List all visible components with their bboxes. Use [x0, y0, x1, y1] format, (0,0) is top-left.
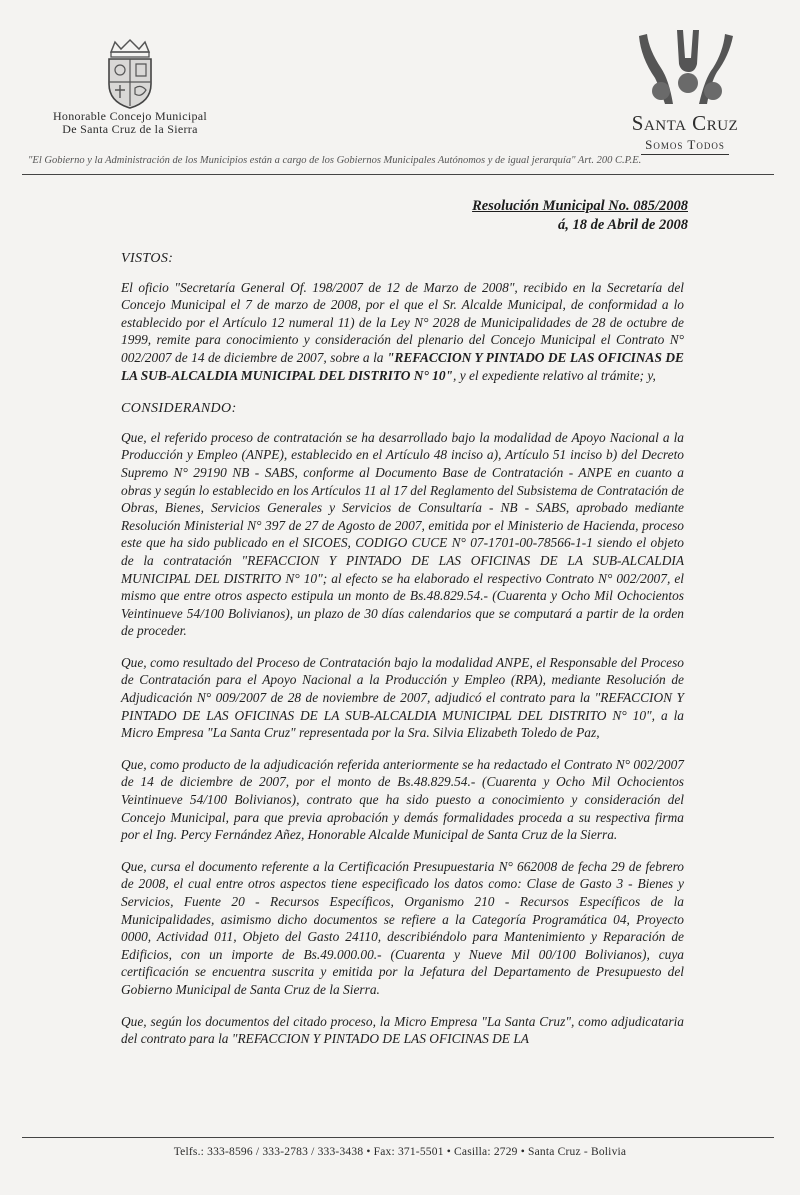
- considerando-paragraph: Que, como producto de la adjudicación referida anteriormente se ha redactado el Contrato N° 002/2007 de 14 de diciembre de 2007, por el monto de Bs.48.829.54.- (Cuarenta y Ocho Mil Ochocientos Veintinueve 54/100 Bolivianos), contrato que ha sido puesto a conocimiento y consideración del Concejo Municipal, para que previa aprobación y demás formalidades proceda a su respectiva firma por el Ing. Percy Fernández Añez, Honorable Alcalde Municipal de Santa Cruz de la Sierra.: [121, 756, 684, 843]
- brand-tagline: Somos Todos: [641, 137, 729, 155]
- santa-cruz-logo: [600, 28, 770, 155]
- resolution-number: Resolución Municipal No. 085/2008: [472, 198, 688, 214]
- considerando-paragraph: Que, el referido proceso de contratación se ha desarrollado bajo la modalidad de Apoyo Nacional a la Producción y Empleo (ANPE), establecido en el Artículo 48 inciso a), Artículo 51 inciso b) del Decreto Supremo N° 29190 NB - SABS, conforme al Documento Base de Contratación - ANPE en cuanto a obras y según lo establecido en los Artículos 11 al 17 del Reglamento del Subsistema de Contratación de Obras, Bienes, Servicios Generales y Servicios de Consultaría - NB - SABS, aprobado mediante Resolución Ministerial N° 397 de 27 de Agosto de 2007, emitida por el Ministerio de Hacienda, proceso este que ha sido publicado en el SICOES, CODIGO CUCE N° 07-1701-00-78566-1-1 siendo el objeto de la contratación "REFACCION Y PINTADO DE LAS OFICINAS DE LA SUB-ALCALDIA MUNICIPAL DEL DISTRITO N° 10"; al efecto se ha elaborado el respectivo Contrato N° 002/2007, el mismo que entre otros aspecto estipula un monto de Bs.48.829.54.- (Cuarenta y Ocho Mil Ochocientos Veintinueve 54/100 Bolivianos), un plazo de 30 días calendarios que se computará a partir de la orden de proceder.: [121, 429, 684, 639]
- footer-divider: [22, 1137, 774, 1138]
- resolution-body: [121, 250, 684, 1062]
- considerando-paragraph: Que, cursa el documento referente a la Certificación Presupuestaria N° 662008 de fecha 29 de febrero de 2008, el cual entre otros aspectos tiene especificado los datos como: Clase de Gasto 3 - Bienes y Servicios, Fuente 20 - Recursos Específicos, Organismo 210 - Recursos Específicos de la Municipalidades, asimismo dicho documentos se refiere a la Categoría Programática 04, Proyecto 0000, Actividad 011, Objeto del Gasto 24110, describiéndolo para Mantenimiento y Reparación de Edificios, con un importe de Bs.49.000.00.- (Cuarenta y Nueve Mil 00/100 Bolivianos), cuya certificación se encuentra suscrita y emitida por la Jefatura del Departamento de Presupuesto del Gobierno Municipal de Santa Cruz de la Sierra.: [121, 858, 684, 997]
- vistos-text-b: , y el expediente relativo al trámite; y,: [453, 367, 656, 383]
- footer-contact: Telfs.: 333-8596 / 333-2783 / 333-3438 • Fax: 371-5501 • Casilla: 2729 • Santa Cruz - Bolivia: [173, 1146, 627, 1158]
- vistos-paragraph: [121, 279, 684, 385]
- vistos-contract-title: "REFACCION Y PINTADO DE LAS OFICINAS DE LA SUB-ALCALDIA MUNICIPAL DEL DISTRITO N° 10": [121, 349, 684, 383]
- considerando-paragraph: Que, como resultado del Proceso de Contratación bajo la modalidad ANPE, el Responsable del Proceso de Contratación para el Apoyo Nacional a la Producción y Empleo (RPA), mediante Resolución de Adjudicación N° 009/2007 de 28 de noviembre de 2007, adjudicó el contrato para la "REFACCION Y PINTADO DE LAS OFICINAS DE LA SUB-ALCALDIA MUNICIPAL DEL DISTRITO N° 10", a la Micro Empresa "La Santa Cruz" representada por la Sra. Silvia Elizabeth Toledo de Paz,: [121, 654, 684, 741]
- vistos-text-a: El oficio "Secretaría General Of. 198/2007 de 12 de Marzo de 2008", recibido en la Secretaría del Concejo Municipal el 7 de marzo de 2008, por el que el Sr. Alcalde Municipal, de conformidad a lo establecido por el Artículo 12 numeral 11) de la Ley N° 2028 de Municipalidades de 28 de octubre de 1999, remite para conocimiento y consideración del plenario del Concejo Municipal el Contrato N° 002/2007 de 14 de diciembre de 2007, sobre a la: [121, 279, 684, 365]
- council-name-line2: De Santa Cruz de la Sierra: [62, 122, 198, 136]
- considerando-paragraph: Que, según los documentos del citado proceso, la Micro Empresa "La Santa Cruz", como adjudicataria del contrato para la "REFACCION Y PINTADO DE LAS OFICINAS DE LA: [121, 1013, 684, 1047]
- vistos-heading: VISTOS:: [121, 251, 174, 266]
- brand-name: Santa Cruz: [631, 111, 739, 135]
- considerando-heading: CONSIDERANDO:: [121, 401, 237, 417]
- coat-of-arms-icon: [99, 38, 161, 110]
- council-name-line1: Honorable Concejo Municipal: [52, 109, 208, 123]
- constitution-quote: "El Gobierno y la Administración de los Municipios están a cargo de los Gobiernos Municipales Autónomos y de igual jerarquía" Art. 200 C.P.E.: [28, 155, 642, 166]
- council-header: [30, 38, 230, 136]
- resolution-date: á, 18 de Abril de 2008: [558, 217, 688, 233]
- resolution-block: [472, 197, 688, 235]
- people-figures-icon: [625, 28, 745, 108]
- header-divider: [22, 174, 774, 175]
